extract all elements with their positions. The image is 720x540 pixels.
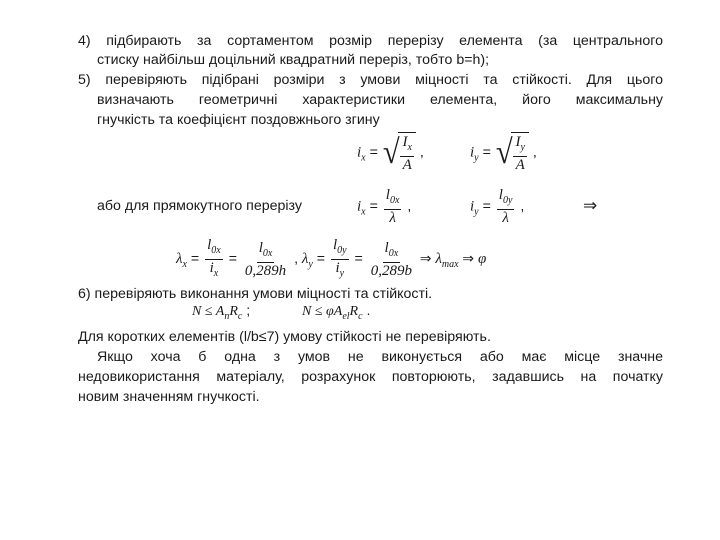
final-paragraph-line-3: новим значенням гнучкості. — [78, 389, 260, 405]
implies-arrow: ⇒ — [583, 196, 598, 215]
stability-condition: $N \le \varphi A_{el}R_c$ . — [302, 303, 371, 322]
formula-iy-sqrt: $i_y$ = √ $\frac{I_y}{A}$ , — [470, 134, 537, 173]
formula-slenderness: $\lambda_x$ = $\frac{l_{0x}}{i_x}$ = $\frac{l_{0x}}{0,289h}$ , $\lambda_y$ = $\frac{l_{0y}}{i_y}$ = $\frac{l_{0x}}{0,289b}$ ⇒ $\lambda_{max}$ ⇒ φ — [176, 237, 487, 279]
formula-ix-rect: $i_x$ = $\frac{l_{0x}}{\lambda}$ , — [357, 187, 412, 226]
item-4-line-1: 4) підбирають за сортаментом розмір перерізу елемента (за центрального — [78, 33, 663, 49]
item-5-line-3: гнучкість та коефіцієнт поздовжнього згину — [97, 112, 380, 128]
item-5-line-2: визначають геометричні характеристики елемента, його максимальну — [97, 92, 663, 108]
formula-ix-sqrt: $i_x$ = √ $\frac{I_x}{A}$ , — [357, 134, 424, 173]
item-5-line-1: 5) перевіряють підібрані розміри з умови міцності та стійкості. Для цього — [78, 72, 663, 88]
short-elements-note: Для коротких елементів (l/b≤7) умову стійкості не перевіряють. — [78, 329, 491, 345]
item-6-line-1: 6) перевіряють виконання умови міцності та стійкості. — [78, 286, 433, 302]
formula-iy-rect: $i_y$ = $\frac{l_{0y}}{\lambda}$ , — [470, 187, 525, 226]
rect-section-label: або для прямокутного перерізу — [97, 198, 302, 214]
final-paragraph-line-1: Якщо хоча б одна з умов не виконується або має місце значне — [97, 349, 663, 365]
item-4-line-2: стиску найбільш доцільний квадратний переріз, тобто b=h); — [97, 52, 490, 68]
final-paragraph-line-2: недовикористання матеріалу, розрахунок повторюють, задавшись на початку — [78, 369, 663, 385]
strength-condition: $N \le A_nR_c$ ; — [192, 303, 251, 322]
